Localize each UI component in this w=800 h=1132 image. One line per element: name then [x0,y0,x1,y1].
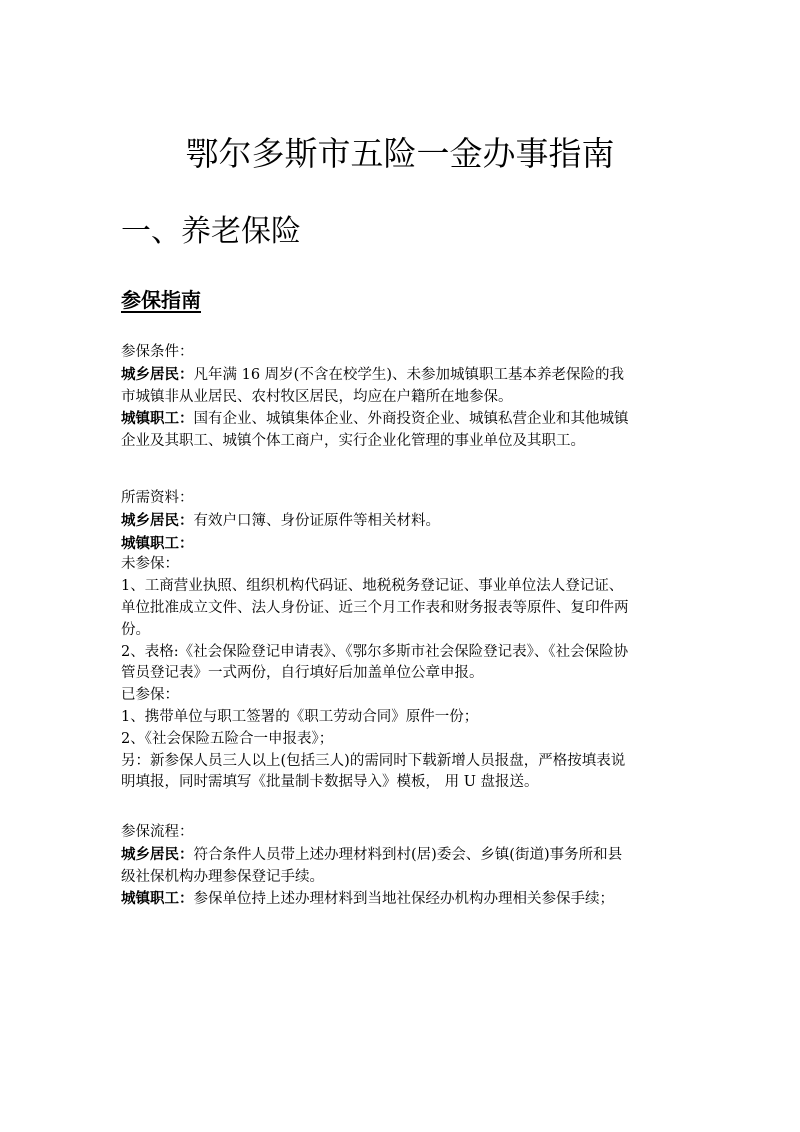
process-urban-rural-line1 [121,844,687,867]
materials-enrolled-label: 已参保： [121,687,179,704]
materials-item1-line3: 份。 [121,621,150,638]
process-urban-worker-text: 参保单位持上述办理材料到当地社保经办机构办理相关参保手续； [193,891,614,908]
enrollment-conditions-block [121,342,687,453]
process-heading: 参保流程： [121,824,194,840]
required-materials-block [121,488,687,794]
conditions-urban-worker-label: 城镇职工： [121,410,194,428]
enrollment-process-block [121,822,687,911]
process-urban-rural-label: 城乡居民： [121,845,194,863]
materials-urban-rural-text: 有效户口簿、身份证原件等相关材料。 [193,512,440,529]
conditions-urban-worker-line2: 企业及其职工、城镇个体工商户，实行企业化管理的事业单位及其职工。 [121,433,585,450]
materials-item1-line2: 单位批准成立文件、法人身份证、近三个月工作表和财务报表等原件、复印件两 [121,599,629,616]
materials-item2-line1: 2、表格:《社会保险登记申请表》、《鄂尔多斯市社会保险登记表》、《社会保险协 [121,643,629,660]
materials-enrolled-item1: 1、携带单位与职工签署的《职工劳动合同》原件一份； [121,708,479,725]
section-title-pension-insurance: 一、养老保险 [121,214,301,249]
conditions-urban-rural-line1 [121,364,687,387]
process-urban-worker-label: 城镇职工： [121,890,194,908]
conditions-urban-rural-line2: 市城镇非从业居民、农村牧区居民，均应在户籍所在地参保。 [121,388,513,405]
materials-note-line1: 另：新参保人员三人以上(包括三人)的需同时下载新增人员报盘，严格按填表说 [121,752,626,769]
conditions-heading: 参保条件： [121,344,194,360]
materials-urban-rural-label: 城乡居民： [121,511,194,529]
conditions-urban-rural-text: 凡年满 16 周岁(不含在校学生)、未参加城镇职工基本养老保险的我 [193,366,624,383]
conditions-urban-worker-line1 [121,408,687,431]
process-urban-rural-text: 符合条件人员带上述办理材料到村(居)委会、乡镇(街道)事务所和县 [193,846,623,863]
materials-note-line2: 明填报，同时需填写《批量制卡数据导入》模板， 用 U 盘报送。 [121,774,539,791]
materials-heading: 所需资料： [121,490,194,506]
conditions-urban-rural-label: 城乡居民： [121,365,194,383]
materials-urban-rural-line [121,510,687,533]
subsection-title-enrollment-guide: 参保指南 [121,288,201,312]
materials-enrolled-item2: 2、《社会保险五险合一申报表》； [121,730,334,747]
materials-not-enrolled-label: 未参保： [121,556,179,573]
materials-item1-line1: 1、工商营业执照、组织机构代码证、地税税务登记证、事业单位法人登记证、 [121,578,624,595]
conditions-urban-worker-text: 国有企业、城镇集体企业、外商投资企业、城镇私营企业和其他城镇 [193,411,629,428]
materials-urban-worker-label: 城镇职工： [121,534,194,552]
materials-item2-line2: 管员登记表》一式两份，自行填好后加盖单位公章申报。 [121,665,484,682]
document-title: 鄂尔多斯市五险一金办事指南 [185,134,615,173]
process-urban-rural-line2: 级社保机构办理参保登记手续。 [121,868,324,885]
process-urban-worker-line [121,888,687,911]
